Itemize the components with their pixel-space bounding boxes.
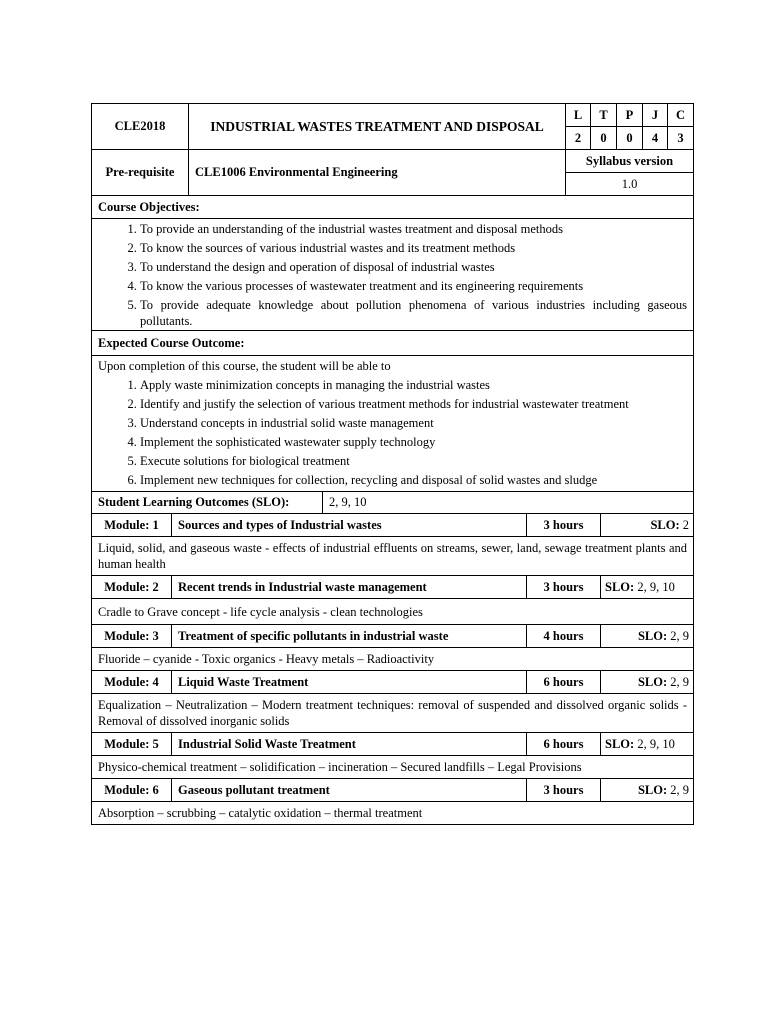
- module-slo-value: 2, 9, 10: [637, 736, 675, 751]
- ltpjc-value: 4: [643, 127, 668, 150]
- module-slo: [601, 514, 694, 537]
- module-description: Liquid, solid, and gaseous waste - effects of industrial effluents on streams, sewer, land, sewage treatment plants and human health: [92, 537, 694, 576]
- course-objectives-heading: Course Objectives:: [92, 196, 694, 219]
- module-label: Module: 5: [92, 733, 172, 756]
- module-description-row-4: [92, 694, 694, 733]
- module-title: Sources and types of Industrial wastes: [172, 514, 527, 537]
- ltpjc-value: 0: [617, 127, 643, 150]
- course-title: INDUSTRIAL WASTES TREATMENT AND DISPOSAL: [189, 104, 566, 150]
- module-label: Module: 1: [92, 514, 172, 537]
- module-title: Recent trends in Industrial waste management: [172, 576, 527, 599]
- objective-item: 2. To know the sources of various industrial wastes and its treatment methods: [140, 239, 687, 258]
- objective-item: 3. To understand the design and operation of disposal of industrial wastes: [140, 258, 687, 277]
- module-hours: 3 hours: [527, 779, 601, 802]
- outcome-intro: Upon completion of this course, the student will be able to: [98, 359, 391, 373]
- module-description: Cradle to Grave concept - life cycle analysis - clean technologies: [92, 599, 694, 625]
- module-slo-label: SLO:: [637, 628, 668, 643]
- module-title: Liquid Waste Treatment: [172, 671, 527, 694]
- outcome-item: 5. Execute solutions for biological treatment: [140, 452, 687, 471]
- module-slo-value: 2, 9: [670, 628, 689, 643]
- outcome-item: 3. Understand concepts in industrial solid waste management: [140, 414, 687, 433]
- module-description: Physico-chemical treatment – solidification – incineration – Secured landfills – Legal Provisions: [92, 756, 694, 779]
- objective-item: 1. To provide an understanding of the industrial wastes treatment and disposal methods: [140, 220, 687, 239]
- module-slo-value: 2, 9: [670, 674, 689, 689]
- module-row-2: [92, 576, 694, 599]
- module-slo-label: SLO:: [650, 517, 680, 532]
- module-hours: 3 hours: [527, 514, 601, 537]
- module-label: Module: 3: [92, 625, 172, 648]
- objectives-table: [91, 195, 694, 514]
- module-description-row-2: [92, 599, 694, 625]
- ltpjc-header: T: [591, 104, 617, 127]
- module-slo-value: 2, 9: [670, 782, 689, 797]
- module-title: Industrial Solid Waste Treatment: [172, 733, 527, 756]
- expected-outcome-heading: Expected Course Outcome:: [92, 331, 694, 356]
- outcome-item: 6. Implement new techniques for collection, recycling and disposal of solid wastes and sludge: [140, 471, 687, 490]
- module-row-6: [92, 779, 694, 802]
- module-description: Fluoride – cyanide - Toxic organics - Heavy metals – Radioactivity: [92, 648, 694, 671]
- module-hours: 4 hours: [527, 625, 601, 648]
- module-slo-label: SLO:: [637, 782, 668, 797]
- module-hours: 3 hours: [527, 576, 601, 599]
- objective-item: 5. To provide adequate knowledge about pollution phenomena of various industries including gaseous pollutants.: [140, 296, 687, 329]
- modules-table: [91, 513, 694, 825]
- outcome-item: 4. Implement the sophisticated wastewater supply technology: [140, 433, 687, 452]
- module-description: Absorption – scrubbing – catalytic oxidation – thermal treatment: [92, 802, 694, 825]
- module-slo-label: SLO:: [605, 579, 635, 594]
- module-label: Module: 4: [92, 671, 172, 694]
- module-row-3: [92, 625, 694, 648]
- slo-label: Student Learning Outcomes (SLO):: [92, 492, 323, 514]
- module-row-4: [92, 671, 694, 694]
- module-hours: 6 hours: [527, 733, 601, 756]
- ltpjc-header: L: [566, 104, 591, 127]
- expected-outcome-list: [92, 356, 694, 492]
- module-slo-label: SLO:: [605, 736, 635, 751]
- module-description-row-6: [92, 802, 694, 825]
- module-label: Module: 6: [92, 779, 172, 802]
- module-slo-value: 2: [682, 517, 689, 532]
- ltpjc-value: 0: [591, 127, 617, 150]
- objective-item: 4. To know the various processes of wastewater treatment and its engineering requirements: [140, 277, 687, 296]
- ltpjc-header: J: [643, 104, 668, 127]
- ltpjc-value: 2: [566, 127, 591, 150]
- course-code: CLE2018: [92, 104, 189, 150]
- module-slo: [601, 625, 694, 648]
- module-row-5: [92, 733, 694, 756]
- module-description-row-1: [92, 537, 694, 576]
- outcome-item: 2. Identify and justify the selection of various treatment methods for industrial wastewater treatment: [140, 395, 687, 414]
- syllabus-version-value: 1.0: [566, 173, 694, 196]
- prereq-value: CLE1006 Environmental Engineering: [189, 150, 566, 196]
- module-slo: [601, 671, 694, 694]
- course-objectives-list: [92, 219, 694, 331]
- outcome-item: 1. Apply waste minimization concepts in managing the industrial wastes: [140, 376, 687, 395]
- course-header-table: [91, 103, 694, 196]
- module-row-1: [92, 514, 694, 537]
- module-slo: [601, 779, 694, 802]
- module-hours: 6 hours: [527, 671, 601, 694]
- syllabus-version-label: Syllabus version: [566, 150, 694, 173]
- slo-value: 2, 9, 10: [323, 492, 694, 514]
- ltpjc-header: C: [668, 104, 694, 127]
- module-description-row-5: [92, 756, 694, 779]
- module-label: Module: 2: [92, 576, 172, 599]
- module-description-row-3: [92, 648, 694, 671]
- syllabus-page: [91, 103, 693, 825]
- module-description: Equalization – Neutralization – Modern treatment techniques: removal of suspended and dissolved organic solids - Removal of dissolved inorganic solids: [92, 694, 694, 733]
- prereq-label: Pre-requisite: [92, 150, 189, 196]
- module-title: Treatment of specific pollutants in industrial waste: [172, 625, 527, 648]
- module-slo: [601, 576, 694, 599]
- module-slo-label: SLO:: [637, 674, 668, 689]
- module-title: Gaseous pollutant treatment: [172, 779, 527, 802]
- module-slo: [601, 733, 694, 756]
- ltpjc-header: P: [617, 104, 643, 127]
- module-slo-value: 2, 9, 10: [637, 579, 675, 594]
- ltpjc-value: 3: [668, 127, 694, 150]
